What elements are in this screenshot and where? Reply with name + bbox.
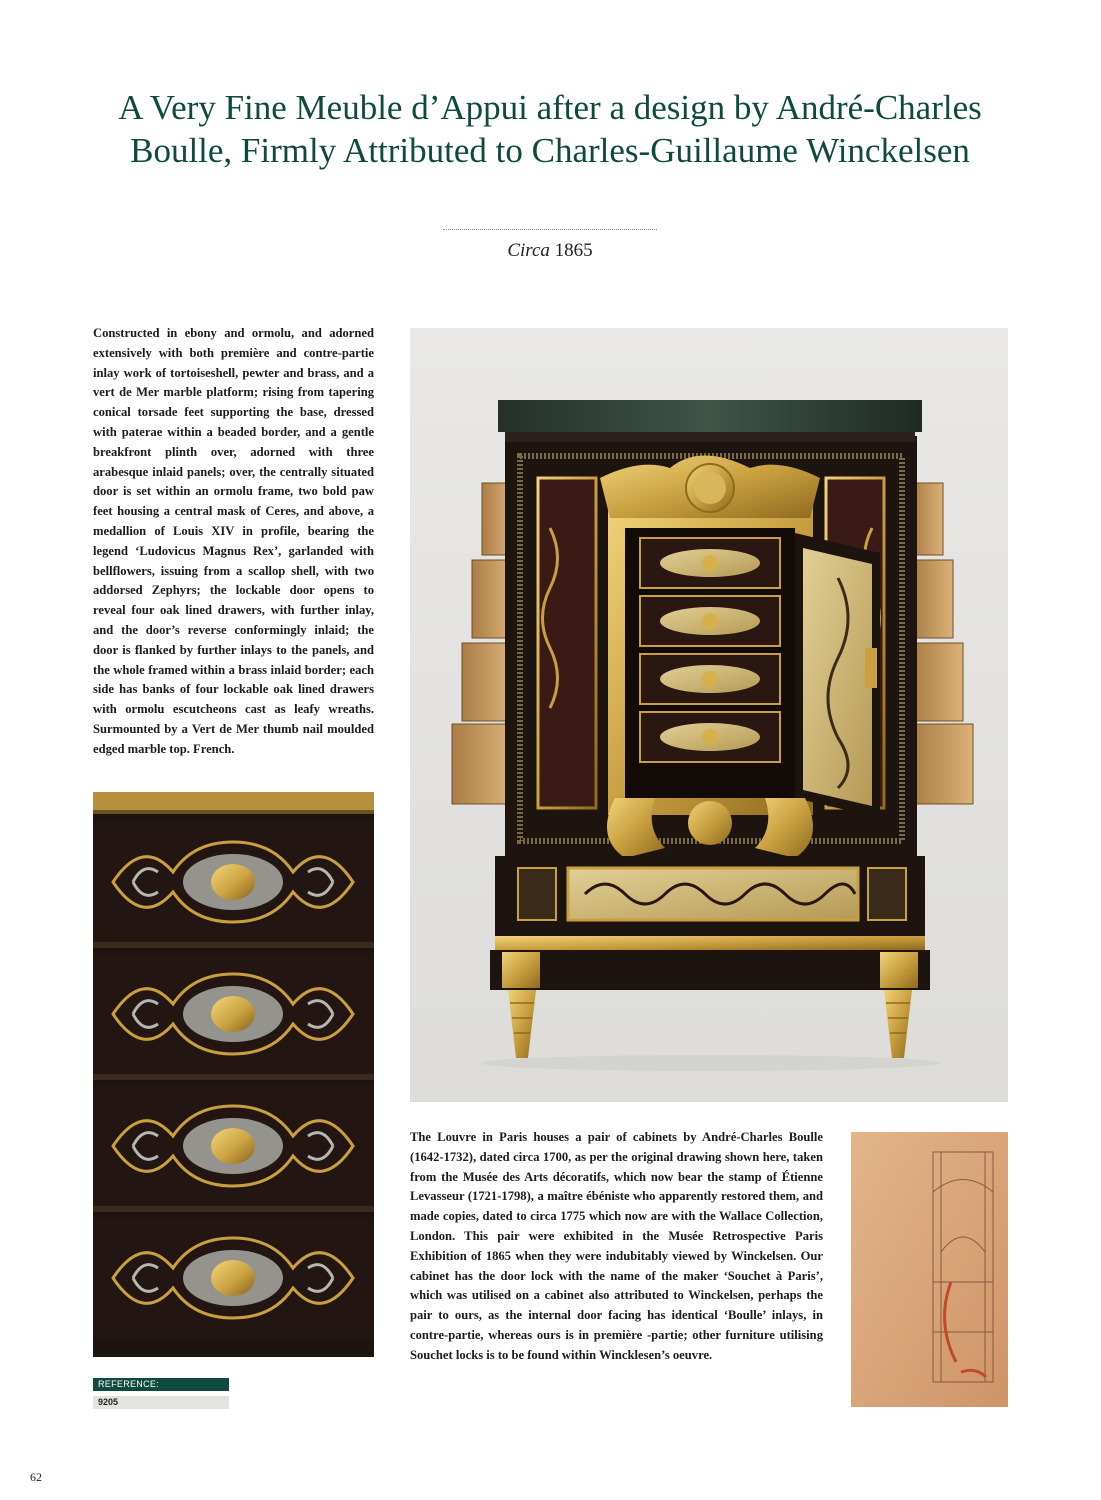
original-drawing-photo [851,1132,1008,1407]
subtitle-date [300,240,800,262]
reference-value: 9205 [93,1396,229,1409]
page-title: A Very Fine Meuble d’Appui after a design by André-Charles Boulle, Firmly Attributed to Charles-Guillaume Winckelsen [118,88,982,170]
page-number: 62 [30,1470,42,1484]
subtitle-year: 1865 [554,240,593,261]
cabinet-photo [410,328,1008,1102]
subtitle-circa: Circa [507,240,550,261]
drawer-detail-photo [93,792,374,1357]
reference-label: REFERENCE: [93,1378,229,1391]
title-divider [443,229,657,230]
description-paragraph: Constructed in ebony and ormolu, and adorned extensively with both première and contre-partie inlay work of tortoiseshell, pewter and brass, and a vert de Mer marble platform; rising from tapering conical torsade feet supporting the base, dressed with paterae within a beaded border, and a gentle breakfront plinth over, adorned with three arabesque inlaid panels; over, the centrally situated door is set within an ormolu frame, two bold paw feet housing a central mask of Ceres, and above, a medallion of Louis XIV in profile, bearing the legend ‘Ludovicus Magnus Rex’, garlanded with bellflowers, issuing from a scallop shell, with two addorsed Zephyrs; the lockable door opens to reveal four oak lined drawers, with further inlay, and the door’s reverse conformingly inlaid; the door is flanked by further inlays to the panels, and the whole framed within a brass inlaid border; each side has banks of four lockable oak lined drawers with ormolu escutcheons cast as leafy wreaths. Surmounted by a Vert de Mer thumb nail moulded edged marble top. French. [93,326,374,756]
history-paragraph: The Louvre in Paris houses a pair of cabinets by André-Charles Boulle (1642-1732), dated circa 1700, as per the original drawing shown here, taken from the Musée des Arts décoratifs, which now bear the stamp of Étienne Levasseur (1721-1798), a maître ébéniste who apparently restored them, and made copies, dated to circa 1775 which now are with the Wallace Collection, London. This pair were exhibited in the Musée Retrospective Paris Exhibition of 1865 when they were indubitably viewed by Winckelsen. Our cabinet has the door lock with the name of the maker ‘Souchet à Paris’, which was utilised on a cabinet also attributed to Winckelsen, perhaps the pair to ours, as the internal door facing has identical ‘Boulle’ inlays, in contre-partie, whereas ours is in première -partie; other furniture utilising Souchet locks is to be found within Wincklesen’s oeuvre. [410,1130,823,1362]
